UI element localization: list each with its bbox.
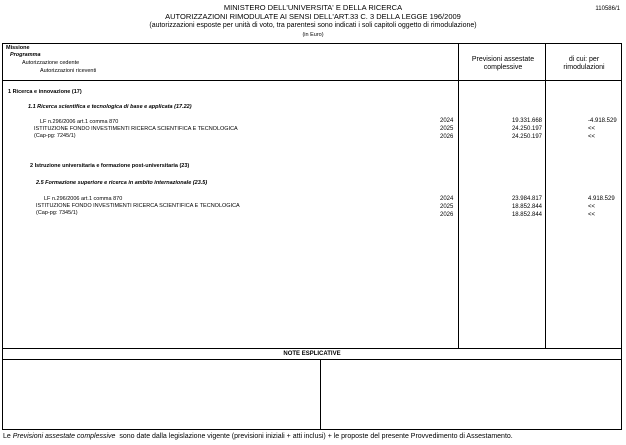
column-missione: Missione	[6, 45, 30, 51]
footer-emphasis: Previsioni assestate complessive	[12, 433, 116, 440]
rimodulazioni-cell: 4.918.529	[588, 196, 615, 202]
notes-title: NOTE ESPLICATIVE	[283, 351, 341, 357]
footer-text: sono date dalla legislazione vigente (previsioni iniziali + atti inclusi) + le proposte del presente Provvedimento di Assestamento.	[115, 433, 513, 440]
document-title: AUTORIZZAZIONI RIMODULATE AI SENSI DELL'ART.33 C. 3 DELLA LEGGE 196/2009	[165, 12, 461, 21]
previsioni-cell: 23.984.817	[511, 196, 542, 202]
column-autorizzazioni-riceventi: Autorizzazioni riceventi	[40, 68, 97, 74]
year-cell: 2024	[440, 196, 454, 202]
year-cell: 2025	[440, 204, 454, 210]
year-cell: 2026	[440, 212, 454, 218]
rimodulazioni-cell: <<	[588, 126, 596, 132]
authorization-law-1: LF n.296/2006 art.1 comma 870	[40, 119, 119, 125]
column-divider-previsioni	[458, 43, 459, 348]
currency-note: (in Euro)	[302, 32, 324, 38]
authorization-description-1: ISTITUZIONE FONDO INVESTIMENTI RICERCA SCIENTIFICA E TECNOLOGICA	[34, 126, 238, 132]
column-per-rimodulazioni: di cui: per rimodulazioni	[563, 56, 605, 72]
notes-top-divider	[2, 348, 622, 349]
previsioni-cell: 18.852.844	[511, 212, 542, 218]
previsioni-cell: 19.331.668	[511, 118, 542, 124]
rimodulazioni-cell: <<	[588, 134, 596, 140]
programma-2-5: 2.5 Formazione superiore e ricerca in ambito internazionale (23.5)	[36, 180, 208, 186]
previsioni-cell: 18.852.844	[511, 204, 542, 210]
missione-1: 1 Ricerca e innovazione (17)	[8, 89, 82, 95]
notes-column-divider	[320, 359, 321, 430]
year-cell: 2024	[440, 118, 454, 124]
authorization-law-2: LF n.296/2006 art.1 comma 870	[44, 196, 123, 202]
column-divider-rimodulazioni	[545, 43, 546, 348]
header-row-divider	[2, 80, 622, 81]
missione-2: 2 Istruzione universitaria e formazione post-universitaria (23)	[30, 163, 190, 169]
page-code: 110586/1	[595, 6, 620, 12]
authorization-chapter-1: (Cap-pg: 7245/1)	[34, 133, 76, 139]
document-subtitle: (autorizzazioni esposte per unità di voto, tra parentesi sono indicati i soli capitoli oggetto di rimodulazione)	[149, 22, 477, 29]
rimodulazioni-cell: -4.918.529	[588, 118, 617, 124]
column-programma: Programma	[10, 52, 41, 58]
rimodulazioni-cell: <<	[588, 204, 596, 210]
column-previsioni-assestate: Previsioni assestate complessive	[471, 56, 535, 72]
footer-prefix: Le	[3, 433, 13, 440]
table-frame	[2, 43, 622, 430]
authorization-description-2: ISTITUZIONE FONDO INVESTIMENTI RICERCA SCIENTIFICA E TECNOLOGICA	[36, 203, 240, 209]
year-cell: 2025	[440, 126, 454, 132]
previsioni-cell: 24.250.197	[511, 126, 542, 132]
programma-1-1: 1.1 Ricerca scientifica e tecnologica di base e applicata (17.22)	[28, 104, 192, 110]
column-autorizzazione-cedente: Autorizzazione cedente	[22, 60, 80, 66]
rimodulazioni-cell: <<	[588, 212, 596, 218]
notes-title-divider	[2, 359, 622, 360]
ministry-title: MINISTERO DELL'UNIVERSITA' E DELLA RICERCA	[223, 3, 403, 12]
footer-note	[3, 433, 513, 440]
authorization-chapter-2: (Cap-pg: 7345/1)	[36, 210, 78, 216]
year-cell: 2026	[440, 134, 454, 140]
previsioni-cell: 24.250.197	[511, 134, 542, 140]
